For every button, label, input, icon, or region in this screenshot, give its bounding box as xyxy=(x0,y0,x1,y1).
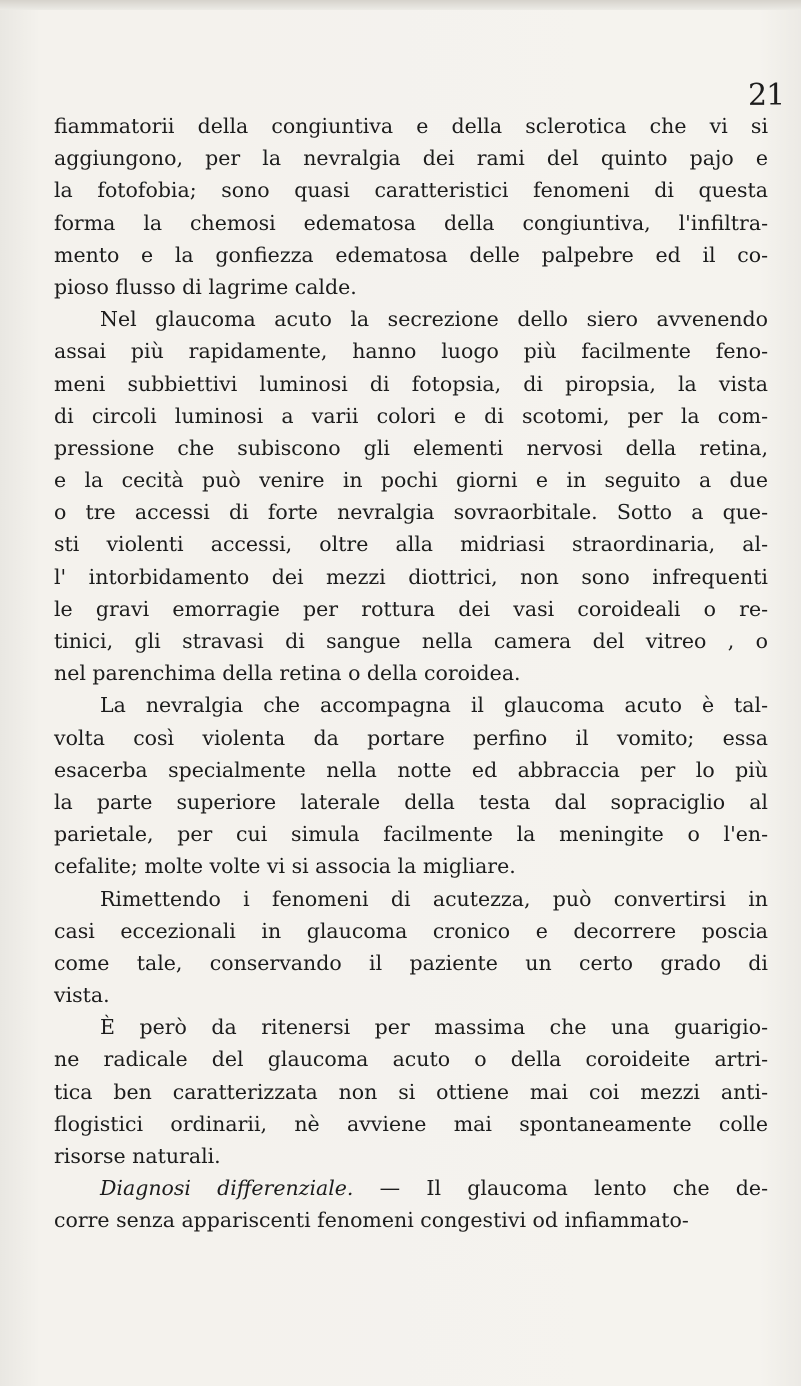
text-line: meni subbiettivi luminosi di fotopsia, di piropsia, la vista xyxy=(54,371,768,396)
text-line: tica ben caratterizzata non si ottiene mai coi mezzi anti- xyxy=(54,1079,768,1104)
text-line: corre senza appariscenti fenomeni congestivi od infiammato- xyxy=(54,1208,689,1233)
text-line: nel parenchima della retina o della coroidea. xyxy=(54,661,521,686)
paragraph-start: Rimettendo i fenomeni di acutezza, può convertirsi in xyxy=(100,886,768,911)
text-line: come tale, conservando il paziente un certo grado di xyxy=(54,950,768,975)
text-line: le gravi emorragie per rottura dei vasi coroideali o re- xyxy=(54,596,768,621)
text-line: mento e la gonfiezza edematosa delle palpebre ed il co- xyxy=(54,242,768,267)
text-line: o tre accessi di forte nevralgia sovraorbitale. Sotto a que- xyxy=(54,500,768,525)
text-fragment: — Il glaucoma lento che de- xyxy=(379,1176,768,1201)
text-line: cefalite; molte volte vi si associa la migliare. xyxy=(54,854,516,879)
paragraph-start: La nevralgia che accompagna il glaucoma acuto è tal- xyxy=(100,693,768,718)
text-line: sti violenti accessi, oltre alla midriasi straordinaria, al- xyxy=(54,532,768,557)
text-line: fiammatorii della congiuntiva e della sclerotica che vi si xyxy=(54,114,768,138)
text-line: casi eccezionali in glaucoma cronico e decorrere poscia xyxy=(54,918,768,943)
text-line: la parte superiore laterale della testa dal sopraciglio al xyxy=(54,789,768,814)
text-line: forma la chemosi edematosa della congiuntiva, l'infiltra- xyxy=(54,210,768,235)
text-line: la fotofobia; sono quasi caratteristici fenomeni di questa xyxy=(54,178,768,203)
section-heading: Diagnosi differenziale. xyxy=(100,1176,354,1201)
text-line: esacerba specialmente nella notte ed abbraccia per lo più xyxy=(54,757,768,782)
body-text xyxy=(54,110,768,1237)
text-line: flogistici ordinarii, nè avviene mai spontaneamente colle xyxy=(54,1111,768,1136)
paragraph-start xyxy=(54,1172,768,1204)
text-line: e la cecità può venire in pochi giorni e in seguito a due xyxy=(54,468,768,493)
paragraph-start: Nel glaucoma acuto la secrezione dello siero avvenendo xyxy=(100,307,768,332)
text-line: aggiungono, per la nevralgia dei rami del quinto pajo e xyxy=(54,146,768,171)
text-line: volta così violenta da portare perfino il vomito; essa xyxy=(54,725,768,750)
text-line: assai più rapidamente, hanno luogo più facilmente feno- xyxy=(54,339,768,364)
text-line: vista. xyxy=(54,983,110,1008)
text-line: risorse naturali. xyxy=(54,1144,221,1168)
page-top-edge xyxy=(0,0,801,10)
text-line: pressione che subiscono gli elementi nervosi della retina, xyxy=(54,435,768,460)
text-line: di circoli luminosi a varii colori e di scotomi, per la com- xyxy=(54,403,768,428)
text-line: parietale, per cui simula facilmente la meningite o l'en- xyxy=(54,822,768,847)
text-line: tinici, gli stravasi di sangue nella camera del vitreo , o xyxy=(54,629,768,653)
text-line: ne radicale del glaucoma acuto o della coroideite artri- xyxy=(54,1047,768,1072)
paragraph-start: È però da ritenersi per massima che una guarigio- xyxy=(100,1015,768,1040)
page-number: 21 xyxy=(748,78,785,113)
text-line: pioso flusso di lagrime calde. xyxy=(54,274,357,299)
text-line: l' intorbidamento dei mezzi diottrici, non sono infrequenti xyxy=(54,564,768,589)
